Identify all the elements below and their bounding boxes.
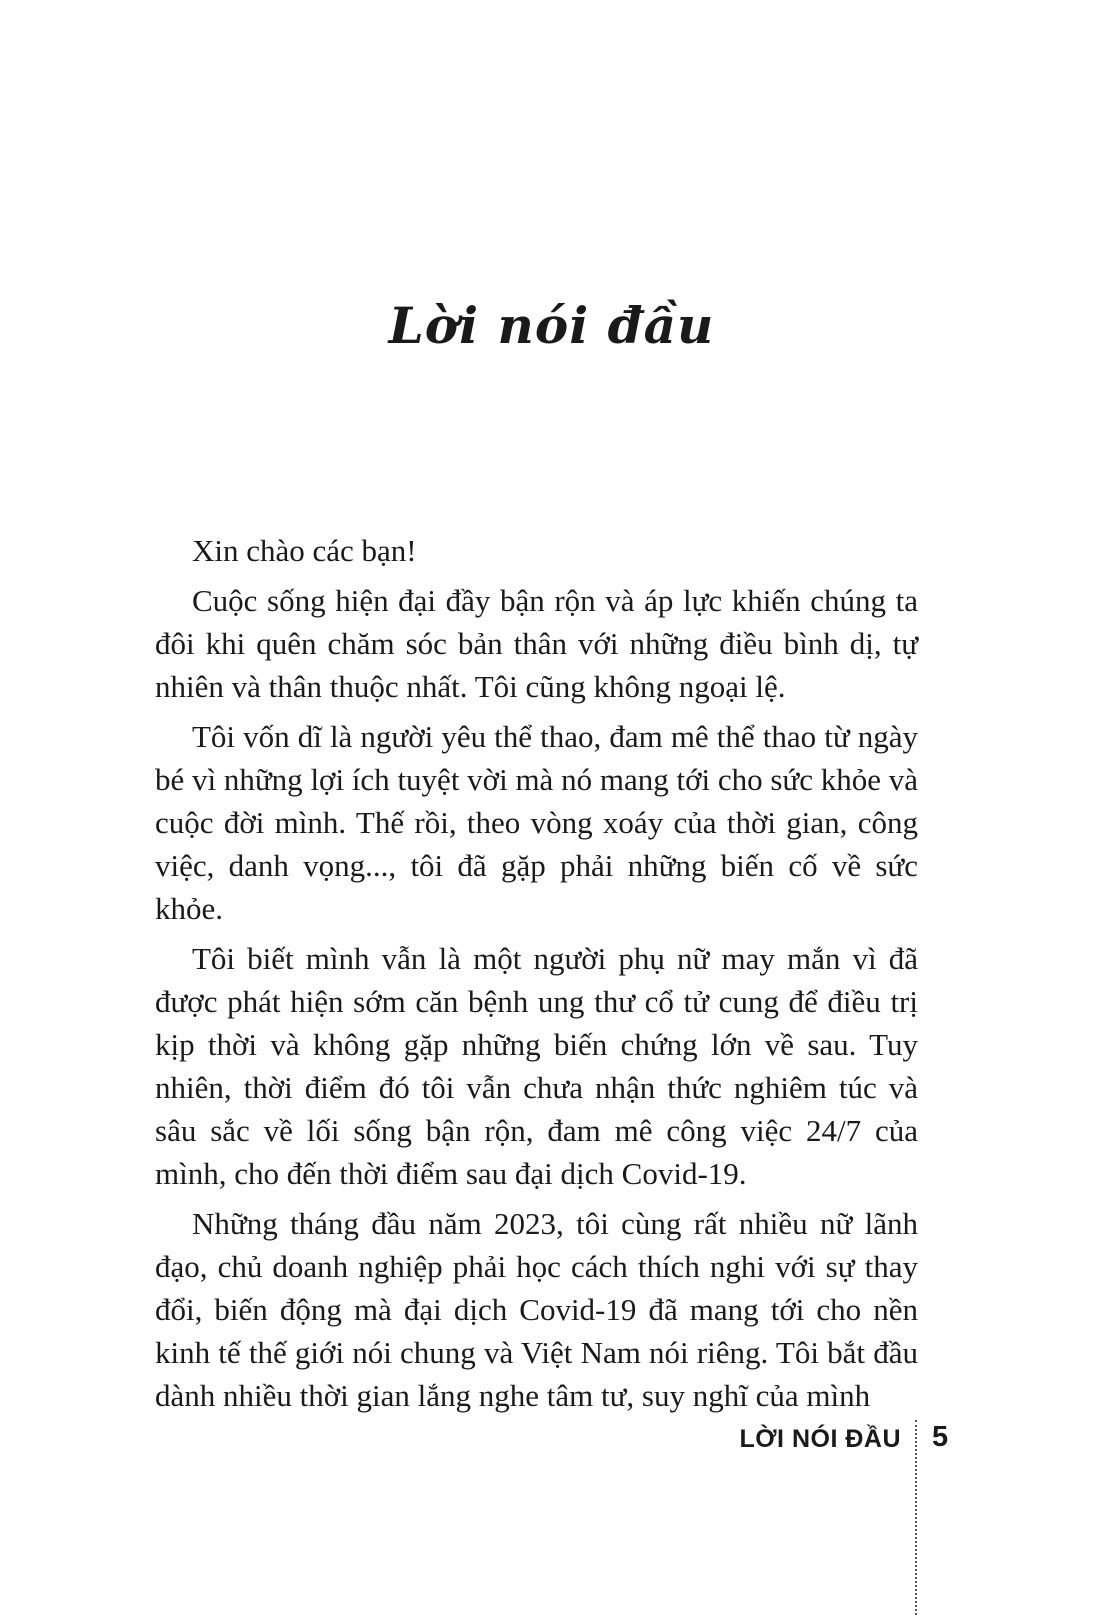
paragraph: Tôi biết mình vẫn là một người phụ nữ may mắn vì đã được phát hiện sớm căn bệnh ung thư cổ tử cung để điều trị kịp thời và không gặp những biến chứng lớn về sau. Tuy nhiên, thời điểm đó tôi vẫn chưa nhận thức nghiêm túc và sâu sắc về lối sống bận rộn, đam mê công việc 24/7 của mình, cho đến thời điểm sau đại dịch Covid-19. [155, 941, 918, 1191]
footer-dotted-divider [915, 1420, 917, 1615]
paragraph: Cuộc sống hiện đại đầy bận rộn và áp lực khiến chúng ta đôi khi quên chăm sóc bản thân với những điều bình dị, tự nhiên và thân thuộc nhất. Tôi cũng không ngoại lệ. [155, 583, 918, 704]
paragraph: Tôi vốn dĩ là người yêu thể thao, đam mê thể thao từ ngày bé vì những lợi ích tuyệt vời mà nó mang tới cho sức khỏe và cuộc đời mình. Thế rồi, theo vòng xoáy của thời gian, công việc, danh vọng..., tôi đã gặp phải những biến cố về sức khỏe. [155, 719, 918, 926]
paragraph: Xin chào các bạn! [192, 533, 417, 568]
body-text [155, 529, 918, 1424]
paragraph: Những tháng đầu năm 2023, tôi cùng rất nhiều nữ lãnh đạo, chủ doanh nghiệp phải học cách thích nghi với sự thay đổi, biến động mà đại dịch Covid-19 đã mang tới cho nền kinh tế thế giới nói chung và Việt Nam nói riêng. Tôi bắt đầu dành nhiều thời gian lắng nghe tâm tư, suy nghĩ của mình [155, 1206, 918, 1413]
running-footer-section-label: LỜI NÓI ĐẦU [739, 1425, 901, 1453]
page-number: 5 [932, 1421, 949, 1453]
chapter-title: Lời nói đầu [388, 296, 715, 355]
